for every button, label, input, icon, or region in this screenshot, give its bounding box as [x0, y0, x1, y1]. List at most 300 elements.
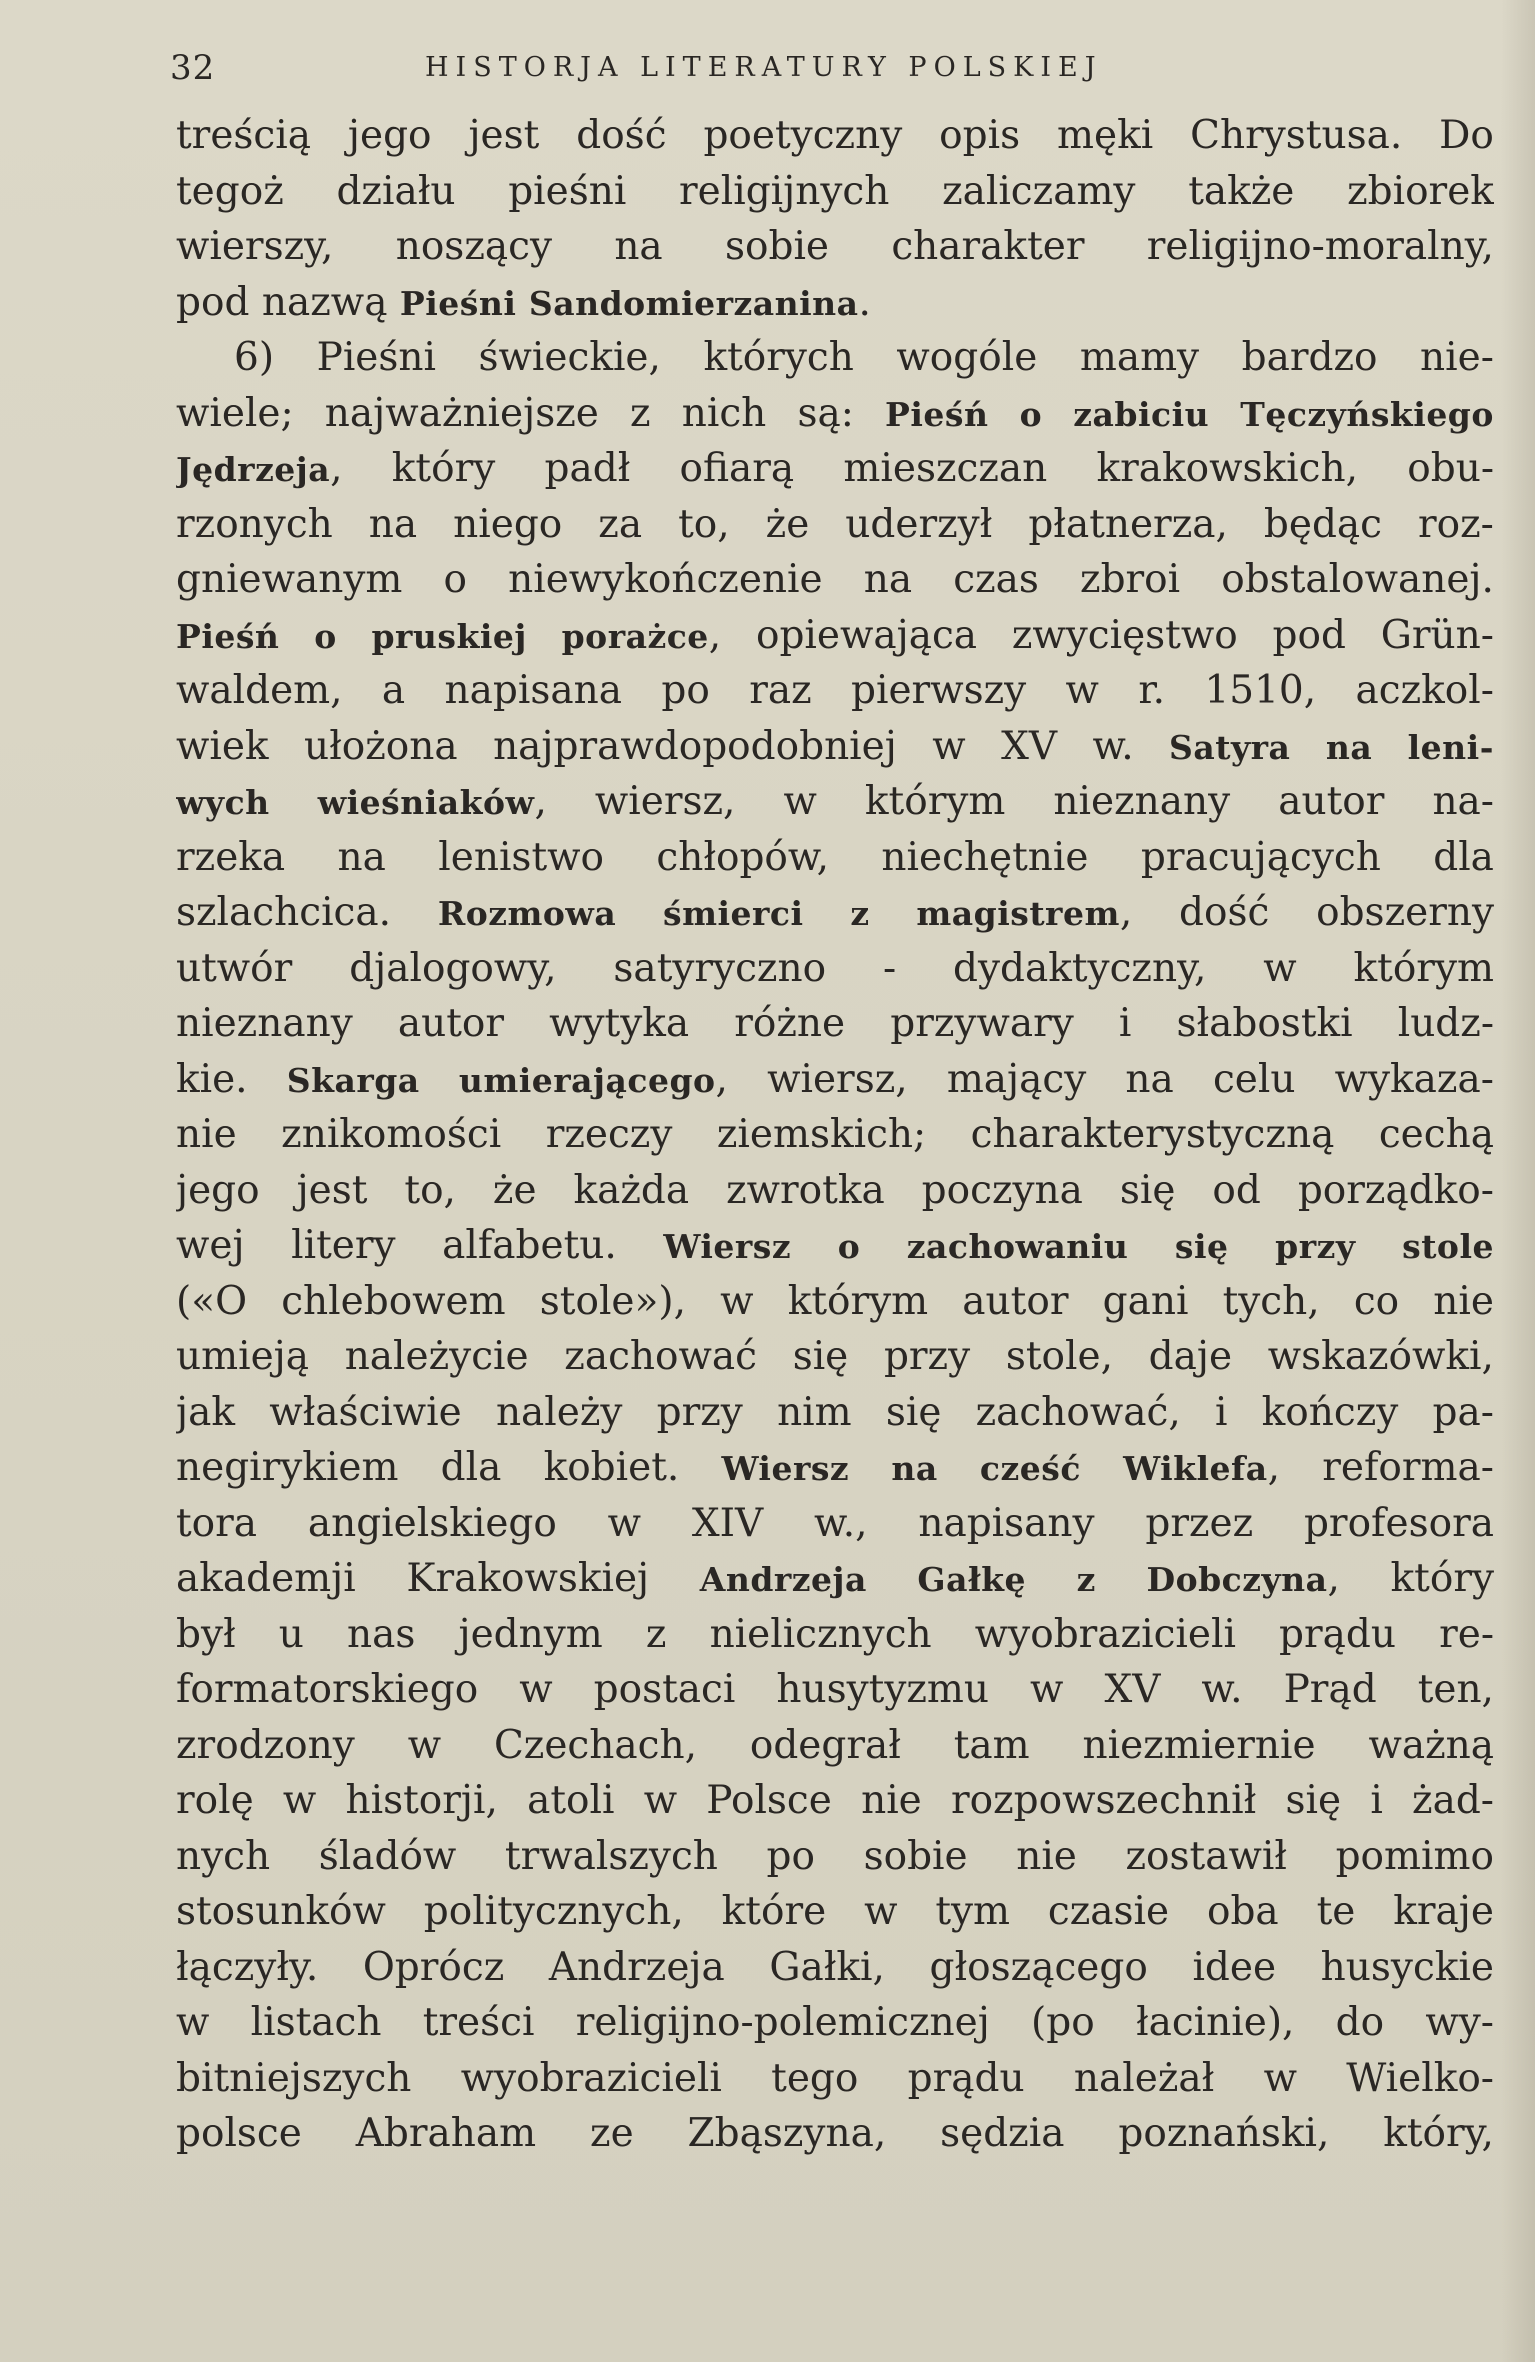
word: po [661, 668, 710, 713]
word: w [176, 2000, 210, 2045]
word: łacinie), [1135, 2000, 1295, 2045]
word: husyckie [1320, 1944, 1494, 1990]
word: leni- [1407, 727, 1494, 767]
word: uderzył [845, 501, 993, 547]
word: 1510, [1204, 668, 1317, 713]
word: pa- [1432, 1389, 1494, 1435]
word: Skarga [286, 1060, 420, 1100]
word: stole»), [539, 1278, 686, 1324]
word: raz [749, 668, 812, 713]
word: re- [1439, 1611, 1494, 1657]
word: obu- [1407, 446, 1494, 491]
text-line [176, 497, 1494, 553]
word: napisana [444, 668, 622, 713]
word: obstalowanej. [1221, 557, 1494, 602]
word: na [1125, 1056, 1174, 1102]
word: wieśniaków, [317, 779, 547, 824]
word: satyryczno [613, 945, 827, 991]
word: lenistwo [438, 834, 604, 880]
word: w [643, 1778, 678, 1823]
text-line [176, 885, 1494, 941]
text-line [176, 1995, 1494, 2051]
word: Gałki, [769, 1944, 885, 1990]
word: do [1335, 2000, 1385, 2045]
word: dla [440, 1445, 502, 1490]
word: tora [176, 1500, 258, 1546]
word: rzeka [176, 834, 286, 880]
word: na [614, 224, 663, 269]
word: na [337, 834, 386, 880]
word: Rozmowa [437, 894, 617, 933]
word: Zbąszyna, [687, 2111, 887, 2156]
word: Wiklefa, [1123, 1445, 1281, 1490]
word: kończy [1261, 1389, 1399, 1435]
word: za [598, 501, 643, 547]
running-title: HISTORJA LITERATURY POLSKIEJ [425, 52, 1103, 83]
text-line [176, 830, 1494, 886]
word: i [1118, 1001, 1132, 1046]
word: w [783, 779, 817, 824]
word: Pieśń [176, 616, 280, 656]
word: sędzia [940, 2111, 1065, 2156]
word: które [721, 1889, 827, 1934]
word: postaci [593, 1667, 736, 1712]
word: i [1214, 1389, 1228, 1435]
word: to, [678, 501, 730, 547]
word: daje [1148, 1334, 1233, 1379]
word: negirykiem [176, 1445, 399, 1490]
word: świeckie, [478, 335, 661, 380]
word: wyobrazicieli [460, 2055, 722, 2101]
word: autor [397, 1001, 505, 1046]
word: śladów [318, 1833, 457, 1879]
word: w [932, 723, 966, 769]
text-line [176, 1329, 1494, 1385]
word: chlebowem [281, 1278, 506, 1324]
word: cześć [979, 1449, 1081, 1488]
word: o [443, 557, 468, 602]
word: jednym [458, 1611, 603, 1657]
word: Wielko- [1346, 2055, 1494, 2101]
word: alfabetu. [442, 1223, 617, 1268]
word: wierszy, [176, 224, 334, 269]
word: treści [422, 2000, 535, 2045]
word: autor [962, 1278, 1069, 1324]
word: politycznych, [423, 1889, 684, 1934]
word: treścią [176, 113, 311, 158]
text-line [176, 1829, 1494, 1885]
text-line [176, 1773, 1494, 1829]
word: rozpowszechnił [950, 1778, 1257, 1823]
word: mamy [1079, 335, 1200, 380]
word: nie [861, 1778, 922, 1823]
word: nich [681, 390, 767, 436]
word: wiersz, [767, 1056, 908, 1102]
word: Krakowskiej [406, 1556, 650, 1601]
word: nas [347, 1611, 416, 1657]
word: rzeczy [545, 1112, 673, 1157]
word: waldem, [176, 668, 343, 713]
word: Tęczyńskiego [1240, 394, 1494, 434]
word: nie [1016, 1833, 1077, 1879]
text-line [176, 1274, 1494, 1330]
word: kraje [1393, 1889, 1494, 1934]
word: r. [1138, 668, 1166, 713]
word: niewykończenie [508, 557, 823, 602]
word: których [703, 335, 854, 380]
text-line [176, 2051, 1494, 2107]
word: w. [1201, 1667, 1243, 1712]
word: niechętnie [881, 834, 1089, 880]
word: w [1263, 945, 1297, 991]
word: w., [813, 1500, 868, 1546]
word: zbroi [1080, 557, 1181, 602]
page-number: 32 [170, 48, 216, 88]
word: porządko- [1297, 1167, 1494, 1213]
word: Pieśń [885, 394, 989, 434]
word: w [519, 1667, 553, 1712]
text-line [176, 941, 1494, 997]
word: te [1316, 1889, 1356, 1934]
word: o [1019, 394, 1043, 434]
word: noszący [395, 224, 552, 269]
word: w [720, 1278, 754, 1324]
word: pruskiej [371, 616, 527, 656]
word: należał [1073, 2055, 1215, 2101]
word: sobie [863, 1833, 968, 1879]
text-line [176, 719, 1494, 775]
text-line [176, 1551, 1494, 1607]
word: kie. [176, 1056, 248, 1102]
text-line [176, 441, 1494, 497]
word: najprawdopodobniej [493, 723, 897, 769]
word: się [792, 1334, 849, 1379]
word: ze [590, 2111, 634, 2156]
word: idee [1192, 1944, 1277, 1990]
word: nim [777, 1389, 852, 1435]
word: aczkol- [1355, 668, 1494, 713]
word: zaliczamy [942, 168, 1136, 214]
word: jak [176, 1389, 235, 1435]
word: są: [797, 390, 854, 436]
word: i [1370, 1778, 1383, 1823]
word: autor [1278, 779, 1385, 824]
text-line [176, 1107, 1494, 1163]
page-edge-shadow [1501, 0, 1535, 2362]
word: mający [946, 1056, 1087, 1102]
word: ofiarą [679, 446, 795, 491]
word: tam [953, 1722, 1030, 1768]
word: religijnych [679, 168, 890, 214]
word: przy [1275, 1227, 1356, 1266]
word: od [1212, 1167, 1261, 1213]
word: nieznany [176, 1001, 353, 1046]
word: którym [787, 1278, 929, 1324]
word: - [882, 945, 897, 991]
word: Dobczyna, [1146, 1556, 1340, 1601]
word: Wiersz [721, 1449, 850, 1488]
word: że [492, 1167, 537, 1213]
word: celu [1212, 1056, 1296, 1102]
word: się [1174, 1227, 1229, 1266]
word: czas [953, 557, 1039, 602]
text-line [176, 996, 1494, 1052]
word: jego [347, 113, 432, 158]
word: nazwą [261, 279, 388, 325]
word: na [1325, 727, 1373, 767]
word: gniewanym [176, 557, 403, 602]
word: zostawił [1125, 1833, 1287, 1879]
word: najważniejsze [324, 390, 599, 436]
text-line [176, 1662, 1494, 1718]
text-line [176, 164, 1494, 220]
word: dość [576, 113, 667, 158]
text-line [176, 2106, 1494, 2162]
text-line [176, 608, 1494, 664]
text-line [176, 1440, 1494, 1496]
word: wykaza- [1334, 1056, 1494, 1102]
word: przez [1145, 1500, 1254, 1546]
word: zachowaniu [906, 1227, 1129, 1266]
word: stosunków [176, 1889, 386, 1934]
word: zachować [564, 1334, 757, 1379]
word: krakowskich, [1096, 446, 1359, 491]
text-line [176, 386, 1494, 442]
word: umieją [176, 1334, 309, 1379]
word: dydaktyczny, [953, 945, 1207, 991]
word: dla [1433, 834, 1494, 880]
word: się [1119, 1167, 1176, 1213]
word: którym [864, 779, 1006, 824]
word: będąc [1263, 501, 1383, 547]
word: o [314, 616, 337, 656]
word: tegoż [176, 168, 284, 214]
word: a [381, 668, 406, 713]
word: zachować, [975, 1389, 1181, 1435]
word: Sandomierzanina. [528, 279, 871, 325]
word: wytyka [549, 1001, 690, 1046]
word: pomimo [1335, 1833, 1494, 1879]
word: (po [1031, 2000, 1095, 2045]
word: odegrał [749, 1722, 901, 1768]
word: pieśni [508, 168, 627, 214]
word: co [1353, 1278, 1400, 1324]
word: wej [176, 1223, 245, 1268]
word: wiek [176, 723, 269, 769]
word: napisany [918, 1500, 1095, 1546]
word: 6) [234, 335, 275, 380]
word: w [864, 1889, 898, 1934]
word: dość [1179, 890, 1270, 935]
word: się [885, 1389, 942, 1435]
word: na- [1432, 779, 1494, 824]
word: nie- [1420, 335, 1494, 380]
word: działu [336, 168, 456, 214]
word: umierającego, [458, 1056, 728, 1102]
word: mieszczan [843, 446, 1048, 491]
word: Andrzeja [548, 1944, 725, 1990]
word: niezmiernie [1082, 1722, 1316, 1768]
word: reforma- [1322, 1445, 1494, 1490]
word: żad- [1412, 1778, 1494, 1823]
word: charakter [891, 224, 1085, 269]
word: litery [291, 1223, 396, 1268]
word: znikomości [281, 1112, 502, 1157]
text-line [176, 1052, 1494, 1108]
word: opis [939, 113, 1021, 158]
word: Czechach, [493, 1722, 697, 1768]
word: Prąd [1283, 1667, 1377, 1712]
word: poznański, [1118, 2111, 1330, 2156]
word: należy [495, 1389, 623, 1435]
word: także [1188, 168, 1295, 214]
word: przywary [890, 1001, 1074, 1046]
word: Pieśni [316, 335, 436, 380]
word: bardzo [1241, 335, 1378, 380]
word: utwór [176, 945, 293, 991]
word: XV [1001, 723, 1058, 769]
word: tym [935, 1889, 1011, 1934]
word: nych [176, 1833, 271, 1879]
word: różne [734, 1001, 846, 1046]
word: trwalszych [504, 1833, 718, 1879]
word: Satyra [1169, 727, 1291, 767]
word: nieznany [1053, 779, 1231, 824]
text-line [176, 275, 1494, 331]
word: nielicznych [709, 1611, 932, 1657]
word: stole, [1005, 1334, 1113, 1379]
word: stole [1402, 1227, 1494, 1266]
word: ziemskich; [716, 1112, 927, 1157]
word: w. [1092, 723, 1134, 769]
text-line [176, 1385, 1494, 1441]
word: rzonych [176, 501, 333, 547]
word: po [766, 1833, 815, 1879]
word: angielskiego [307, 1500, 557, 1546]
word: («O [176, 1278, 248, 1324]
word: cechą [1378, 1112, 1494, 1157]
word: o [837, 1227, 861, 1266]
word: zwrotka [726, 1167, 885, 1213]
word: Polsce [706, 1778, 832, 1823]
word: właściwie [269, 1389, 462, 1435]
word: pracujących [1140, 834, 1381, 880]
word: śmierci [663, 894, 804, 933]
word: husytyzmu [776, 1667, 990, 1712]
word: pod [1272, 612, 1346, 658]
word: magistrem, [916, 890, 1133, 935]
word: Oprócz [362, 1944, 505, 1990]
word: XIV [691, 1500, 764, 1546]
word: poetyczny [703, 113, 903, 158]
word: Abraham [355, 2111, 537, 2156]
text-line [176, 1607, 1494, 1663]
text-line [176, 1163, 1494, 1219]
word: gani [1102, 1278, 1189, 1324]
word: szlachcica. [176, 890, 392, 935]
word: djalogowy, [349, 945, 557, 991]
word: obszerny [1316, 890, 1494, 935]
word: tego [771, 2055, 859, 2101]
word: formatorskiego [176, 1667, 479, 1712]
word: który [1390, 1556, 1494, 1601]
word: wych [176, 783, 270, 822]
word: z [645, 1611, 667, 1657]
word: przy [883, 1334, 971, 1379]
page-header [170, 48, 1480, 108]
word: akademji [176, 1556, 356, 1601]
word: jest [296, 1167, 368, 1213]
text-line [176, 108, 1494, 164]
word: z [850, 894, 870, 933]
word: na [891, 1449, 938, 1488]
word: to, [404, 1167, 456, 1213]
word: łączyły. [176, 1944, 319, 1990]
word: chłopów, [656, 834, 830, 880]
word: na [368, 501, 418, 547]
word: religijno-polemicznej [575, 2000, 990, 2045]
word: wy- [1425, 2000, 1494, 2045]
word: przy [656, 1389, 743, 1435]
word: który [391, 446, 496, 491]
word: płatnerza, [1028, 501, 1228, 547]
word: tych, [1222, 1278, 1320, 1324]
word: którym [1353, 945, 1494, 991]
word: u [278, 1611, 304, 1657]
word: atoli [527, 1778, 615, 1823]
word: zbiorek [1347, 168, 1494, 214]
text-line [176, 219, 1494, 275]
word: oba [1206, 1889, 1279, 1934]
word: bitniejszych [176, 2055, 412, 2101]
word: nie [176, 1112, 237, 1157]
word: Grün- [1380, 612, 1494, 658]
word: z [1076, 1560, 1096, 1599]
word: profesora [1303, 1500, 1494, 1546]
word: Wiersz [663, 1227, 792, 1266]
word: słabostki [1176, 1001, 1353, 1046]
word: religijno-moralny, [1146, 224, 1494, 269]
word: zrodzony [176, 1722, 355, 1768]
word: XV [1104, 1667, 1161, 1712]
word: Chrystusa. [1190, 113, 1403, 158]
word: z [630, 390, 651, 436]
word: wiersz, [594, 779, 736, 824]
word: że [765, 501, 810, 547]
word: pod [176, 279, 250, 325]
word: prądu [907, 2055, 1025, 2101]
word: sobie [725, 224, 830, 269]
body-text [176, 108, 1494, 2162]
word: Jędrzeja, [176, 446, 343, 491]
word: na [863, 557, 913, 602]
word: prądu [1279, 1611, 1396, 1657]
text-line [176, 1940, 1494, 1996]
word: Gałkę [917, 1560, 1027, 1599]
word: wiele; [176, 390, 294, 436]
text-line [176, 330, 1494, 386]
word: zwycięstwo [1011, 612, 1238, 658]
word: w [607, 1500, 642, 1546]
word: w [1263, 2055, 1297, 2101]
text-line [176, 1496, 1494, 1552]
word: pierwszy [851, 668, 1027, 713]
word: niego [453, 501, 563, 547]
word: charakterystyczną [970, 1112, 1335, 1157]
word: jego [176, 1167, 260, 1213]
text-line [176, 663, 1494, 719]
word: męki [1057, 113, 1154, 158]
